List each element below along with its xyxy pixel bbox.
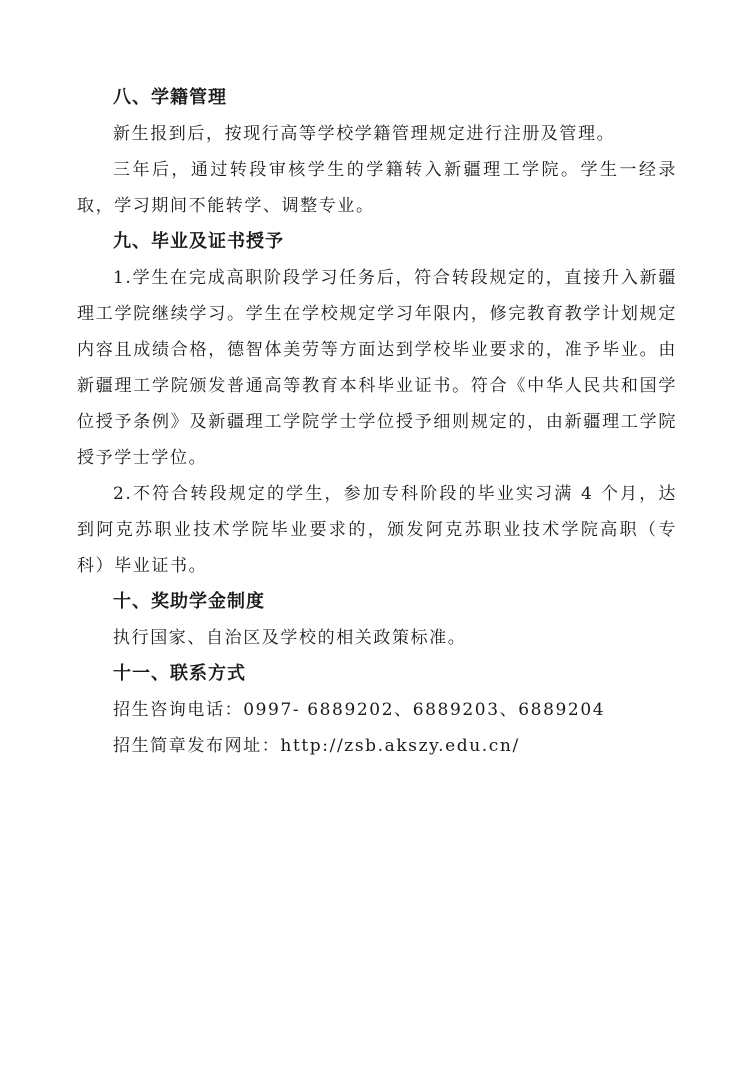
paragraph-scholarship-policy: 执行国家、自治区及学校的相关政策标准。 — [113, 628, 467, 648]
paragraph-registration: 新生报到后，按现行高等学校学籍管理规定进行注册及管理。 — [113, 124, 616, 144]
document-body — [77, 80, 677, 764]
section-graduation-certificates — [77, 224, 677, 584]
section-student-status — [77, 80, 677, 224]
paragraph-transfer-status: 三年后，通过转段审核学生的学籍转入新疆理工学院。学生一经录取，学习期间不能转学、调整专业。 — [77, 160, 677, 216]
contact-phone: 招生咨询电话：0997- 6889202、6889203、6889204 — [113, 700, 606, 720]
paragraph-graduation-bachelor: 1.学生在完成高职阶段学习任务后，符合转段规定的，直接升入新疆理工学院继续学习。学生在学校规定学习年限内，修完教育教学计划规定内容且成绩合格，德智体美劳等方面达到学校毕业要求的，准予毕业。由新疆理工学院颁发普通高等教育本科毕业证书。符合《中华人民共和国学位授予条例》及新疆理工学院学士学位授予细则规定的，由新疆理工学院授予学士学位。 — [77, 268, 677, 468]
section-contact — [77, 656, 677, 764]
section-heading-student-status: 八、学籍管理 — [113, 87, 227, 108]
section-scholarships — [77, 584, 677, 656]
section-heading-graduation: 九、毕业及证书授予 — [113, 231, 284, 252]
contact-website: 招生简章发布网址：http://zsb.akszy.edu.cn/ — [113, 736, 520, 756]
section-heading-contact: 十一、联系方式 — [113, 663, 246, 684]
section-heading-scholarships: 十、奖助学金制度 — [113, 591, 265, 612]
paragraph-graduation-vocational: 2.不符合转段规定的学生，参加专科阶段的毕业实习满 4 个月，达到阿克苏职业技术学院毕业要求的，颁发阿克苏职业技术学院高职（专科）毕业证书。 — [77, 484, 677, 576]
